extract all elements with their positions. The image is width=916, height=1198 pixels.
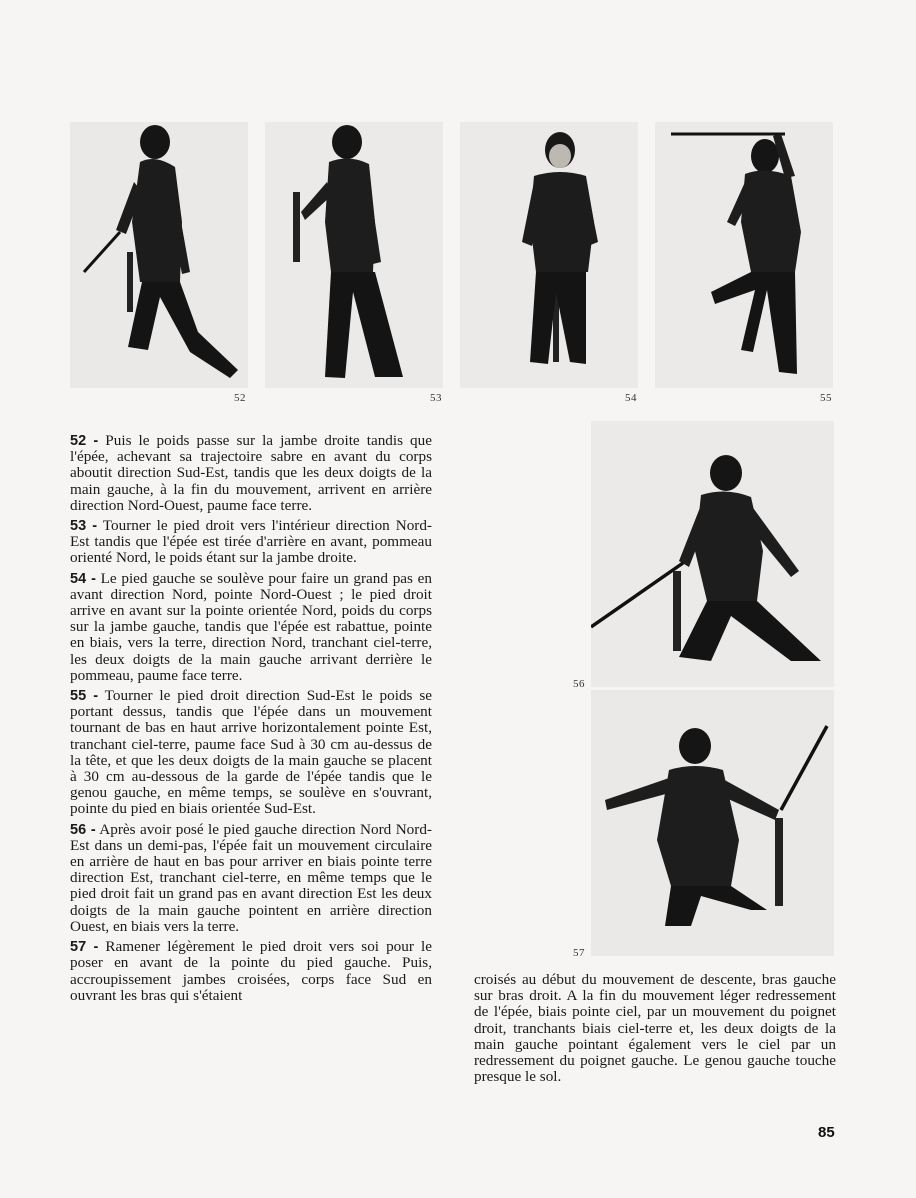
paragraph-57-continuation: croisés au début du mouvement de descente, bras gauche sur bras droit. A la fin du mouvement léger redressement de l'épée, biais pointe ciel, par un mouvement du poignet droit, tranchants biais ciel-terre et, les deux doigts de la main gauche pointant également vers le ciel par un redressement du poignet gauche. Le genou gauche touche presque le sol. xyxy=(474,971,836,1086)
figure-56-label: 56 xyxy=(573,678,585,690)
figure-52-label: 52 xyxy=(234,392,246,404)
figure-56-photo xyxy=(591,421,834,687)
figure-55-illustration xyxy=(655,122,833,388)
paragraph-56 xyxy=(70,822,432,935)
paragraph-number: 52 - xyxy=(70,433,99,449)
paragraph-text: Tourner le pied droit vers l'intérieur direction Nord-Est tandis que l'épée est tirée d'arrière en avant, pommeau orienté Nord, le poids étant sur la jambe droite. xyxy=(70,517,432,567)
figure-57-illustration xyxy=(591,690,834,956)
paragraph-57 xyxy=(70,939,432,1004)
figure-54-label: 54 xyxy=(625,392,637,404)
paragraph-number: 57 - xyxy=(70,939,99,956)
figure-53-photo xyxy=(265,122,443,388)
paragraph-53 xyxy=(70,518,432,567)
paragraph-number: 53 - xyxy=(70,518,98,535)
figure-55-photo xyxy=(655,122,833,388)
figure-52-photo xyxy=(70,122,248,388)
paragraph-text: Le pied gauche se soulève pour faire un grand pas en avant direction Nord, pointe Nord-Ouest ; le pied droit arrive en avant sur la pointe orientée Nord, poids du corps sur la jambe gauche, tandis que l'épée est rabattue, pointe en biais, vers la terre, direction Nord, tranchant ciel-terre, les deux doigts de la main gauche arrivant derrière le pommeau, paume face terre. xyxy=(70,569,432,684)
paragraph-text: Tourner le pied droit direction Sud-Est le poids se portant dessus, tandis que l'épée dans un mouvement tournant de bas en haut arrive horizontalement pointe Est, tranchant ciel-terre, paume face Sud à 30 cm au-dessus de la tête, et que les deux doigts de la main gauche se placent à 30 cm au-dessous de la garde de l'épée tandis que le genou gauche, en même temps, se soulève en s'ouvrant, pointe du pied en biais orientée Sud-Est. xyxy=(70,687,432,818)
paragraph-number: 54 - xyxy=(70,570,96,587)
paragraph-52 xyxy=(70,433,432,514)
paragraph-55 xyxy=(70,688,432,818)
paragraph-number: 56 - xyxy=(70,821,96,838)
figure-57-label: 57 xyxy=(573,947,585,959)
figure-54-illustration xyxy=(460,122,638,388)
paragraph-54 xyxy=(70,571,432,684)
paragraph-number: 55 - xyxy=(70,688,99,705)
figure-55-label: 55 xyxy=(820,392,832,404)
paragraph-text: Ramener légèrement le pied droit vers soi pour le poser en avant de la pointe du pied gauche. Puis, accroupissement jambes croisées, corps face Sud en ouvrant les bras qui s'étaient xyxy=(70,938,432,1004)
figure-56-illustration xyxy=(591,421,834,687)
figure-53-label: 53 xyxy=(430,392,442,404)
instructions-left-column xyxy=(70,433,432,1008)
page-number: 85 xyxy=(818,1124,835,1141)
figure-57-photo xyxy=(591,690,834,956)
instructions-right-column xyxy=(474,972,836,1089)
paragraph-text: Après avoir posé le pied gauche direction Nord Nord-Est dans un demi-pas, l'épée fait un mouvement circulaire en arrière de haut en bas pour arriver en biais pointe terre direction Est, tranchant ciel-terre, en même temps que le pied droit fait un grand pas en avant direction Est les deux doigts de la main gauche pointent en arrière direction Ouest, en biais vers la terre. xyxy=(70,820,432,935)
paragraph-text: Puis le poids passe sur la jambe droite tandis que l'épée, achevant sa trajectoire sabre en avant du corps aboutit direction Sud-Est, tandis que les deux doigts de la main gauche, à la fin du mouvement, arrivent en arrière direction Nord-Ouest, paume face terre. xyxy=(70,432,432,514)
figure-53-illustration xyxy=(265,122,443,388)
figure-54-photo xyxy=(460,122,638,388)
figure-52-illustration xyxy=(70,122,248,388)
